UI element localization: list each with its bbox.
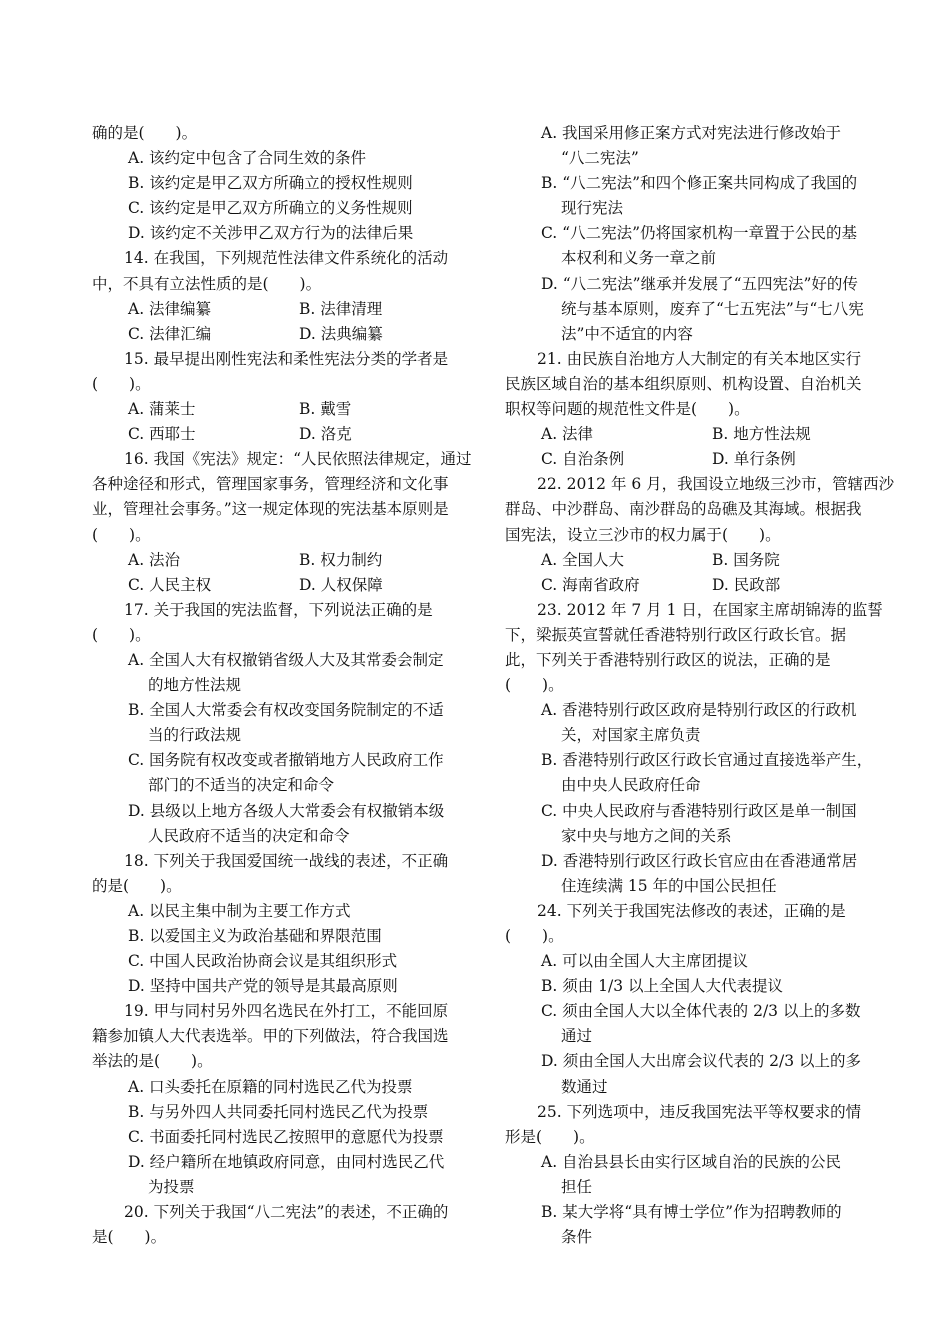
option-text: B. 戴雪 <box>299 400 352 419</box>
option-pair <box>505 447 883 472</box>
option-continuation: 为投票 <box>148 1177 195 1196</box>
option-text: B. 法律清理 <box>299 299 383 318</box>
option-text: A. 可以由全国人大主席团提议 <box>541 952 749 971</box>
option-text: D. 法典编纂 <box>299 324 383 343</box>
option-text: B. “八二宪法”和四个修正案共同构成了我国的 <box>541 174 858 193</box>
option-text: A. 全国人大有权撤销省级人大及其常委会制定 <box>128 650 444 669</box>
question-stem-line: 籍参加镇人大代表选举。甲的下列做法，符合我国选 <box>92 1027 449 1046</box>
option-text: C. 西耶士 <box>128 425 196 444</box>
option-pair <box>92 322 470 347</box>
option-text: D. 该约定不关涉甲乙双方行为的法律后果 <box>128 224 414 243</box>
question-stem-line: 中，不具有立法性质的是( )。 <box>92 274 322 293</box>
option-continuation: 通过 <box>561 1027 593 1046</box>
option-continuation: 人民政府不适当的决定和命令 <box>148 826 350 845</box>
option-text: D. 经户籍所在地镇政府同意，由同村选民乙代 <box>128 1152 445 1171</box>
question-line: 15. 最早提出刚性宪法和柔性宪法分类的学者是 <box>124 349 449 368</box>
option-text: B. 某大学将“具有博士学位”作为招聘教师的 <box>541 1203 842 1222</box>
option-text: C. 自治条例 <box>541 450 625 469</box>
option-text: A. 以民主集中制为主要工作方式 <box>128 901 351 920</box>
option-continuation: “八二宪法” <box>561 149 639 168</box>
option-text: B. 须由 1/3 以上全国人大代表提议 <box>541 977 784 996</box>
option-text: C. “八二宪法”仍将国家机构一章置于公民的基 <box>541 224 858 243</box>
question-stem-line: ( )。 <box>92 374 151 393</box>
option-text: D. “八二宪法”继承并发展了“五四宪法”好的传 <box>541 274 858 293</box>
question-stem-line: 的是( )。 <box>92 876 182 895</box>
option-text: C. 法律汇编 <box>128 324 212 343</box>
option-text: B. 以爱国主义为政治基础和界限范围 <box>128 927 382 945</box>
option-text: C. 国务院有权改变或者撤销地方人民政府工作 <box>128 751 444 770</box>
option-text: A. 口头委托在原籍的同村选民乙代为投票 <box>128 1077 413 1096</box>
option-text: B. 权力制约 <box>299 550 383 569</box>
question-stem-line: 民族区域自治的基本组织原则、机构设置、自治机关 <box>505 374 862 393</box>
question-stem-line: ( )。 <box>505 927 564 945</box>
option-text: C. 该约定是甲乙双方所确立的义务性规则 <box>128 199 413 218</box>
option-text: B. 香港特别行政区行政长官通过直接选举产生， <box>541 751 873 770</box>
question-line: 14. 在我国，下列规范性法律文件系统化的活动 <box>124 249 449 268</box>
option-text: B. 国务院 <box>712 550 780 569</box>
question-stem-line: 下，梁振英宣誓就任香港特别行政区行政长官。据 <box>505 625 847 644</box>
option-text: A. 蒲莱士 <box>128 400 196 419</box>
option-text: D. 人权保障 <box>299 575 383 594</box>
question-stem-line: 国宪法，设立三沙市的权力属于( )。 <box>505 525 781 544</box>
option-text: D. 洛克 <box>299 425 352 444</box>
left-column <box>92 121 470 1250</box>
option-text: A. 法治 <box>128 550 181 569</box>
option-text: C. 人民主权 <box>128 575 212 594</box>
question-line: 23. 2012 年 7 月 1 日，在国家主席胡锦涛的监誓 <box>537 600 883 619</box>
option-text: C. 书面委托同村选民乙按照甲的意愿代为投票 <box>128 1127 444 1146</box>
option-continuation: 家中央与地方之间的关系 <box>561 826 732 845</box>
option-continuation: 当的行政法规 <box>148 726 242 745</box>
option-pair <box>505 548 883 573</box>
option-text: A. 法律 <box>541 425 594 444</box>
option-text: D. 须由全国人大出席会议代表的 2/3 以上的多 <box>541 1052 862 1071</box>
option-text: C. 海南省政府 <box>541 575 640 594</box>
question-line: 18. 下列关于我国爱国统一战线的表述，不正确 <box>124 851 449 870</box>
option-text: C. 中国人民政治协商会议是其组织形式 <box>128 952 398 971</box>
option-text: D. 香港特别行政区行政长官应由在香港通常居 <box>541 851 858 870</box>
option-pair <box>92 573 470 598</box>
option-continuation: 由中央人民政府任命 <box>561 776 701 795</box>
option-continuation: 担任 <box>561 1177 593 1196</box>
question-stem-line: 业，管理社会事务。”这一规定体现的宪法基本原则是 <box>92 500 449 519</box>
option-text: B. 该约定是甲乙双方所确立的授权性规则 <box>128 174 413 193</box>
option-continuation: 数通过 <box>561 1077 608 1096</box>
option-text: D. 坚持中国共产党的领导是其最高原则 <box>128 977 398 996</box>
option-pair <box>505 422 883 447</box>
option-text: B. 与另外四人共同委托同村选民乙代为投票 <box>128 1102 429 1121</box>
question-line: 20. 下列关于我国“八二宪法”的表述，不正确的 <box>124 1203 449 1222</box>
question-line: 21. 由民族自治地方人大制定的有关本地区实行 <box>537 349 862 368</box>
option-continuation: 本权利和义务一章之前 <box>561 249 717 268</box>
option-continuation: 条件 <box>561 1228 593 1247</box>
option-text: A. 法律编纂 <box>128 299 212 318</box>
question-stem-line: 此，下列关于香港特别行政区的说法，正确的是 <box>505 650 831 669</box>
right-column <box>505 121 895 1250</box>
question-stem-line: 举法的是( )。 <box>92 1052 213 1071</box>
option-continuation: 统与基本原则，废弃了“七五宪法”与“七八宪 <box>561 299 864 318</box>
option-text: A. 自治县县长由实行区域自治的民族的公民 <box>541 1152 842 1171</box>
option-pair <box>92 422 470 447</box>
option-text: D. 民政部 <box>712 575 781 594</box>
question-stem-line: ( )。 <box>92 525 151 544</box>
option-text: C. 中央人民政府与香港特别行政区是单一制国 <box>541 801 857 820</box>
option-continuation: 部门的不适当的决定和命令 <box>148 776 335 795</box>
option-continuation: 现行宪法 <box>561 199 624 218</box>
question-stem-line: 职权等问题的规范性文件是( )。 <box>505 400 750 419</box>
option-continuation: 关，对国家主席负责 <box>561 726 701 745</box>
question-stem-line: ( )。 <box>505 676 564 695</box>
question-line: 25. 下列选项中，违反我国宪法平等权要求的情 <box>537 1102 862 1121</box>
question-stem-line: 形是( )。 <box>505 1127 595 1146</box>
question-stem-line: 确的是( )。 <box>92 124 198 142</box>
option-pair <box>92 548 470 573</box>
question-line: 19. 甲与同村另外四名选民在外打工，不能回原 <box>124 1002 449 1021</box>
option-text: D. 县级以上地方各级人大常委会有权撤销本级 <box>128 801 445 820</box>
option-text: B. 地方性法规 <box>712 425 811 444</box>
option-continuation: 住连续满 15 年的中国公民担任 <box>561 876 777 895</box>
option-text: B. 全国人大常委会有权改变国务院制定的不适 <box>128 701 444 720</box>
question-line: 17. 关于我国的宪法监督，下列说法正确的是 <box>124 600 433 619</box>
question-line: 24. 下列关于我国宪法修改的表述，正确的是 <box>537 901 846 920</box>
option-pair <box>92 397 470 422</box>
option-text: D. 单行条例 <box>712 450 796 469</box>
option-text: C. 须由全国人大以全体代表的 2/3 以上的多数 <box>541 1002 861 1021</box>
question-stem-line: 群岛、中沙群岛、南沙群岛的岛礁及其海域。根据我 <box>505 500 862 519</box>
option-pair <box>92 297 470 322</box>
question-stem-line: ( )。 <box>92 625 151 644</box>
option-text: A. 该约定中包含了合同生效的条件 <box>128 149 367 168</box>
question-stem-line: 各种途径和形式，管理国家事务，管理经济和文化事 <box>92 475 449 494</box>
question-line: 22. 2012 年 6 月，我国设立地级三沙市，管辖西沙 <box>537 475 895 494</box>
option-continuation: 法”中不适宜的内容 <box>561 324 693 343</box>
option-pair <box>505 573 883 598</box>
question-line: 16. 我国《宪法》规定：“人民依照法律规定，通过 <box>124 450 472 469</box>
option-text: A. 我国采用修正案方式对宪法进行修改始于 <box>541 124 842 142</box>
question-stem-line: 是( )。 <box>92 1228 167 1247</box>
option-text: A. 全国人大 <box>541 550 625 569</box>
option-continuation: 的地方性法规 <box>148 676 242 695</box>
option-text: A. 香港特别行政区政府是特别行政区的行政机 <box>541 701 857 720</box>
